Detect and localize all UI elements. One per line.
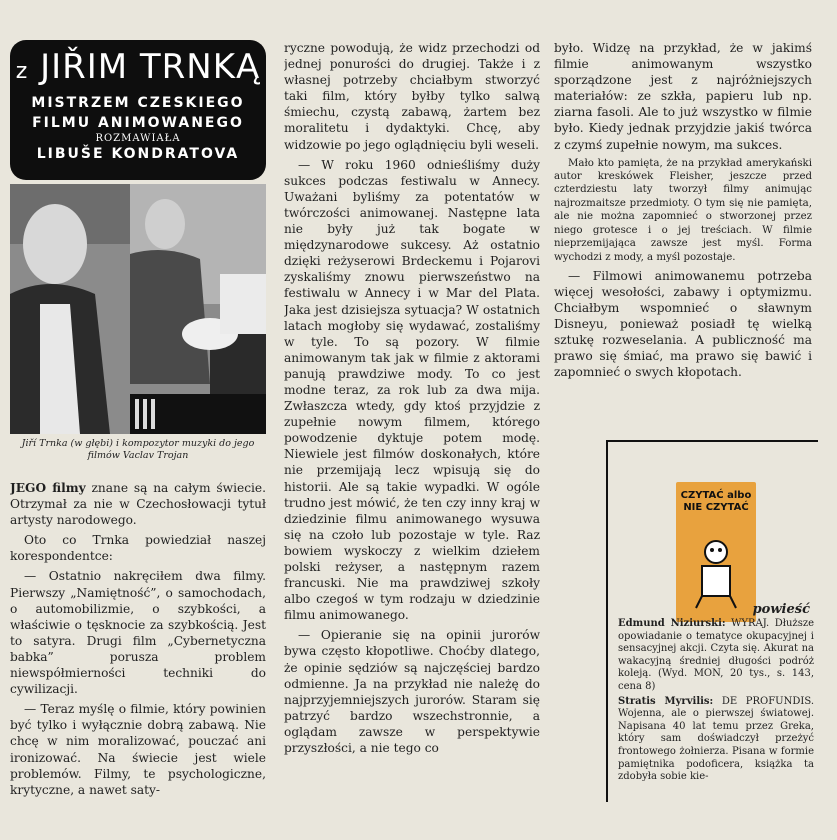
header-subnote: ROZMAWIAŁA	[95, 133, 181, 144]
review-author: Edmund Niziurski:	[618, 618, 726, 629]
reviews-list	[618, 618, 814, 786]
header-author: LIBUŠE KONDRATOVA	[36, 146, 240, 162]
article-column-1	[10, 0, 266, 800]
paragraph: było. Widzę na przykład, że w jakimś filmie animowanym wszystko sporządzone jest z najróżniejszych materiałów: ze szkła, papieru lub np. ziarna fasoli. Ale to już wszystko w filmie było. Kiedy jednak przyjdzie jakiś twórca z czymś zupełnie nowym, ma sukces.	[554, 41, 812, 152]
paragraph-text: znane są na całym świecie. Otrzymał za nie w Czechosłowacji tytuł artysty narodowego.	[10, 481, 266, 528]
review-item	[618, 696, 814, 784]
article-column-2	[284, 40, 540, 840]
paragraph	[10, 480, 266, 528]
review-item	[618, 618, 814, 694]
header-prefix: z	[15, 59, 29, 84]
column-3-text	[554, 40, 812, 381]
book-figure-icon	[676, 482, 756, 622]
header-line-2: FILMU ANIMOWANEGO	[32, 115, 244, 131]
review-box	[606, 440, 818, 802]
paragraph: — Teraz myślę o filmie, który powinien być tylko i wyłącznie dobrą zabawą. Nie chcę w nim moralizować, pouczać ani ironizować. Na świecie jest wiele problemów. Filmy, te psychologiczne, krytyczne, a nawet saty-	[10, 702, 266, 797]
review-text: DE PROFUNDIS. Wojenna, ale o pierwszej światowej. Napisana 40 lat temu przez Greka, który sam doświadczył przeżyć frontowego żołnierza. Pisana w formie pamiętnika podoficera, książka ta zdobyła sobie kie-	[618, 695, 814, 783]
review-genre: powieść	[752, 602, 810, 617]
paragraph: — Opieranie się na opinii jurorów bywa często kłopotliwe. Choćby dlatego, że opinie sędziów są najczęściej bardzo odmienne. Ja na przykład nie należę do najprzyjemniejszych jurorów. Staram się patrzyć bardzo wszechstronnie, a oglądam zawsze w perspektywie przyszłości, a nie tego co	[284, 628, 540, 756]
header-name: JIŘIM TRNKĄ	[40, 47, 261, 87]
header-line-1: MISTRZEM CZESKIEGO	[31, 95, 245, 111]
paragraph-small: Mało kto pamięta, że na przykład amerykański autor kreskówek Fleisher, jeszcze przed czterdziestu laty tworzył filmy animując najrozmaitsze przedmioty. O tym się nie pamięta, ale nie można zapomnieć o stworzonej przez niego grotesce i o jej treściach. W filmie nieprzemijająca zawsze jest myśl. Forma wychodzi z mody, a myśl pozostaje.	[554, 157, 812, 263]
column-2-text	[284, 40, 540, 756]
paragraph: — Filmowi animowanemu potrzeba więcej wesołości, zabawy i optymizmu. Chciałbym wspomnieć o sławnym Disneyu, ponieważ posiadł tę wielką sztukę rozweselania. A publiczność ma prawo się śmiać, ma prawo się bawić i zapomnieć o swych kłopotach.	[554, 268, 812, 380]
logo-text: CZYTAĆ albo NIE CZYTAĆ	[680, 490, 752, 513]
logo-czytac	[676, 482, 756, 622]
review-text: WYRAJ. Dłuższe opowiadanie o tematyce okupacyjnej i sensacyjnej akcji. Czyta się. Akurat na wakacyjną średniej długości podróż koleją. (Wyd. MON, 20 tys., s. 143, cena 8)	[618, 618, 815, 692]
lead-in: JEGO filmy	[10, 481, 86, 495]
paragraph: — W roku 1960 odnieśliśmy duży sukces podczas festiwalu w Annecy. Uważani byliśmy za potentatów w twórczości animowanej. Następne lata nie były już tak bogate w międzynarodowe sukcesy. Aż ostatnio dzięki reżyserowi Brdeckemu i Pojarovi zyskaliśmy znowu pierwszeństwo na festiwalu w Annecy i w Mar del Plata. Jaka jest dzisiejsza sytuacja? W ostatnich latach mogłoby się wydawać, zostaliśmy w tyle. To są pozory. W filmie animowanym tak jak w filmie z aktorami panują prawdziwe mody. To co jest modne teraz, za rok lub za dwa mija. Zwłaszcza wtedy, gdy ktoś przyjdzie z zupełnie nowym filmem, którego powodzenie dyktuje potem modę. Niewiele jest filmów doskonałych, które nie przemijają lecz wpisują się do historii. Ale są takie wypadki. W ogóle trudno jest mówić, że ten czy inny kraj w dziedzinie filmu animowanego wysuwa się na czoło lub pozostaje w tyle. Raz bowiem wyskoczy z wielkim dziełem polski reżyser, a następnym razem francuski. Nie ma prawdziwej szkoły albo czegoś w tym rodzaju w dziedzinie filmu animowanego.	[284, 157, 540, 623]
paragraph: — Ostatnio nakręciłem dwa filmy. Pierwszy „Namiętność”, o samochodach, o automobilizmie, o szybkości, a właściwie o tęsknocie za szybkością. Jest to satyra. Drugi film „Cybernetyczna babka” porusza problem niewspółmierności techniki do cywilizacji.	[10, 569, 266, 697]
review-author: Stratis Myrvilis:	[618, 695, 714, 707]
photo-caption: Jiří Trnka (w głębi) i kompozytor muzyki do jego filmów Vaclav Trojan	[21, 438, 255, 461]
paragraph: ryczne powodują, że widz przechodzi od jednej ponurości do drugiej. Także i z własnej potrzeby chciałbym stworzyć taki film, który byłby tylko salwą śmiechu, czystą zabawą, żartem bez moralitetu i dydaktyki. Chcę, aby widzowie po jego oglądnięciu byli weseli.	[284, 41, 540, 152]
paragraph: Oto co Trnka powiedział naszej korespondentce:	[10, 533, 266, 564]
column-1-text	[10, 480, 266, 800]
